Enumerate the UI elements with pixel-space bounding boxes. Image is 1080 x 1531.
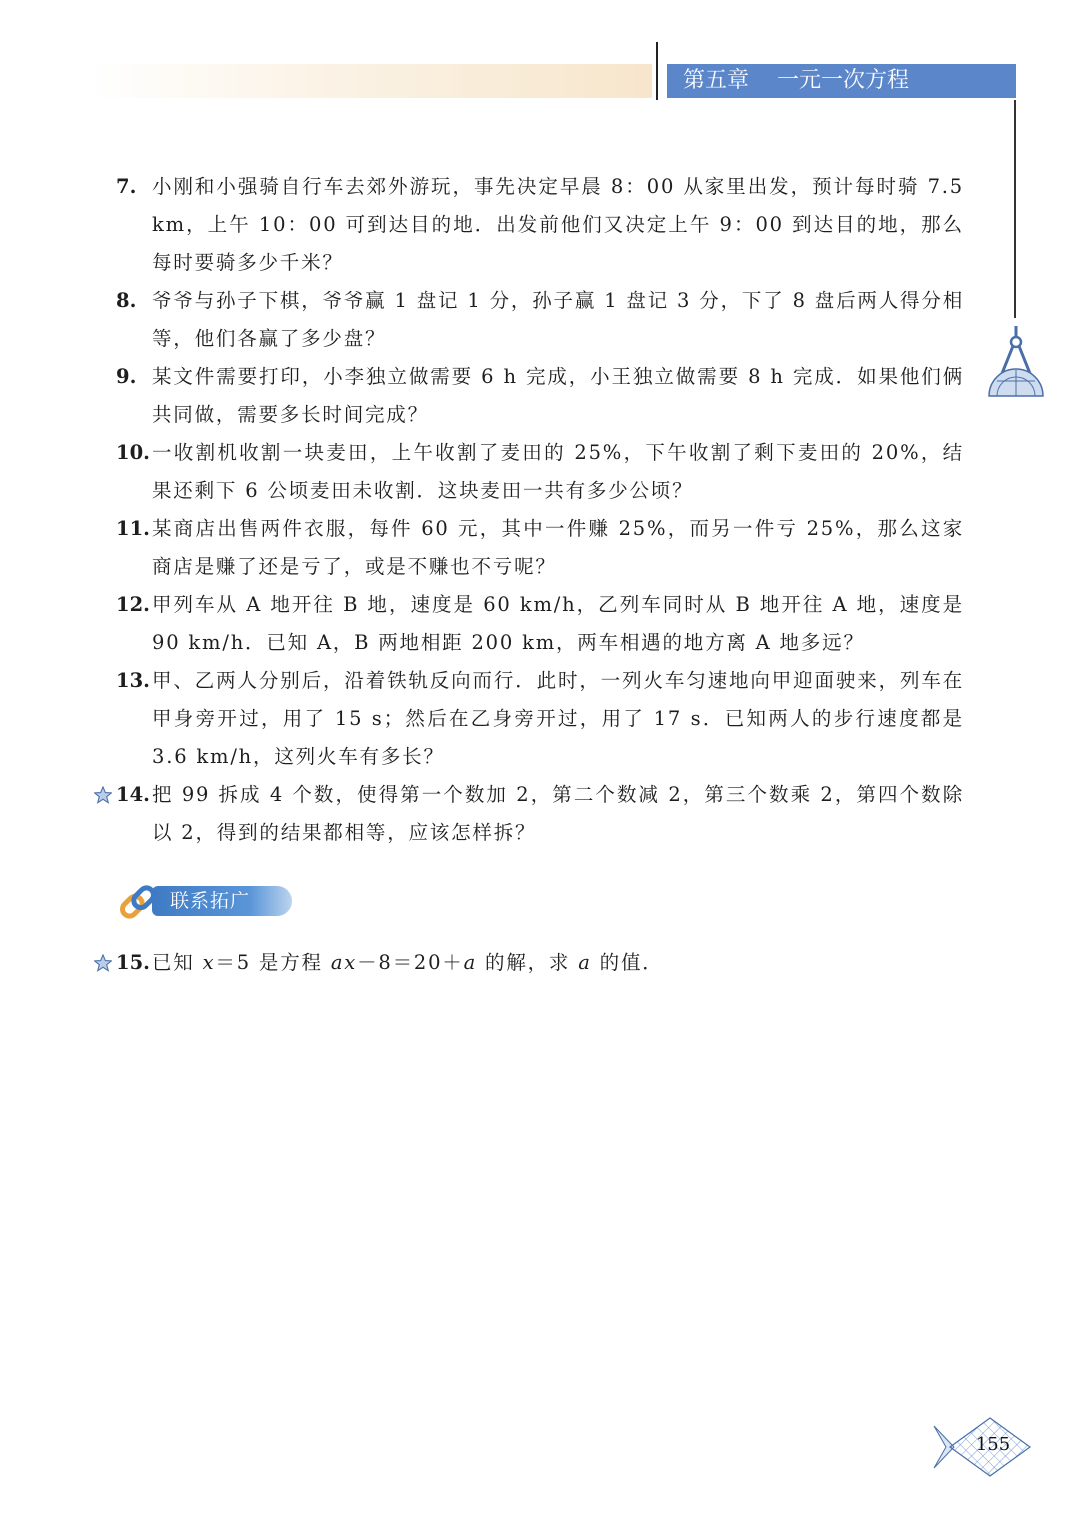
problem-7 bbox=[116, 168, 964, 282]
problem-text-part: 已知 bbox=[152, 951, 203, 974]
problem-8 bbox=[116, 282, 964, 358]
star-icon bbox=[94, 786, 112, 804]
problem-9 bbox=[116, 358, 964, 434]
page-number: 155 bbox=[975, 1434, 1011, 1455]
problem-text: 甲列车从 A 地开往 B 地，速度是 60 km/h，乙列车同时从 B 地开往 A 地，速度是 90 km/h．已知 A，B 两地相距 200 km，两车相遇的地方离 A 地多远？ bbox=[152, 593, 964, 654]
problem-text: 小刚和小强骑自行车去郊外游玩，事先决定早晨 8：00 从家里出发，预计每时骑 7.5 km，上午 10：00 可到达目的地．出发前他们又决定上午 9：00 到达目的地，那么每时要骑多少千米？ bbox=[152, 175, 964, 274]
problem-text-part: ＝5 是方程 bbox=[215, 951, 331, 974]
problem-text: 甲、乙两人分别后，沿着铁轨反向而行．此时，一列火车匀速地向甲迎面驶来，列车在甲身旁开过，用了 15 s；然后在乙身旁开过，用了 17 s．已知两人的步行速度都是 3.6 km/h，这列火车有多长？ bbox=[152, 669, 964, 768]
problem-number: 11. bbox=[116, 517, 150, 540]
variable-x: x bbox=[202, 951, 216, 974]
problem-12 bbox=[116, 586, 964, 662]
problem-13 bbox=[116, 662, 964, 776]
problem-number: 7. bbox=[116, 175, 137, 198]
problem-10 bbox=[116, 434, 964, 510]
problem-text: 某文件需要打印，小李独立做需要 6 h 完成，小王独立做需要 8 h 完成．如果他们俩共同做，需要多长时间完成？ bbox=[152, 365, 964, 426]
problem-text: 爷爷与孙子下棋，爷爷赢 1 盘记 1 分，孙子赢 1 盘记 3 分，下了 8 盘后两人得分相等，他们各赢了多少盘？ bbox=[152, 289, 964, 350]
problem-number: 8. bbox=[116, 289, 137, 312]
problem-number: 9. bbox=[116, 365, 137, 388]
problem-text: 一收割机收割一块麦田，上午收割了麦田的 25%，下午收割了剩下麦田的 20%，结果还剩下 6 公顷麦田未收割．这块麦田一共有多少公顷？ bbox=[152, 441, 964, 502]
header-gradient-band bbox=[90, 64, 652, 98]
problem-text: 把 99 拆成 4 个数，使得第一个数加 2，第二个数减 2，第三个数乘 2，第四个数除以 2，得到的结果都相等，应该怎样拆？ bbox=[152, 783, 964, 844]
star-icon bbox=[94, 954, 112, 972]
problem-11 bbox=[116, 510, 964, 586]
variable-a: a bbox=[463, 951, 478, 974]
problem-14 bbox=[116, 776, 964, 852]
problem-number: 12. bbox=[116, 593, 150, 616]
problem-number: 15. bbox=[116, 951, 150, 974]
header-divider bbox=[656, 42, 658, 100]
problem-list bbox=[0, 168, 1080, 852]
problem-text-part: －8＝20＋ bbox=[357, 951, 464, 974]
problem-15 bbox=[116, 944, 964, 982]
problem-text-part: 的值． bbox=[591, 951, 664, 974]
problem-text-part: 的解，求 bbox=[477, 951, 579, 974]
problem-number: 10. bbox=[116, 441, 150, 464]
chain-link-icon bbox=[112, 876, 164, 928]
section-label: 联系拓广 bbox=[170, 890, 251, 912]
chapter-title: 第五章 一元一次方程 bbox=[667, 64, 1016, 98]
problem-number: 14. bbox=[116, 783, 150, 806]
expression-ax: ax bbox=[330, 951, 358, 974]
problem-text: 某商店出售两件衣服，每件 60 元，其中一件赚 25%，而另一件亏 25%，那么这家商店是赚了还是亏了，或是不赚也不亏呢？ bbox=[152, 517, 964, 578]
problem-number: 13. bbox=[116, 669, 150, 692]
section-heading bbox=[112, 876, 298, 928]
variable-a: a bbox=[578, 951, 592, 974]
